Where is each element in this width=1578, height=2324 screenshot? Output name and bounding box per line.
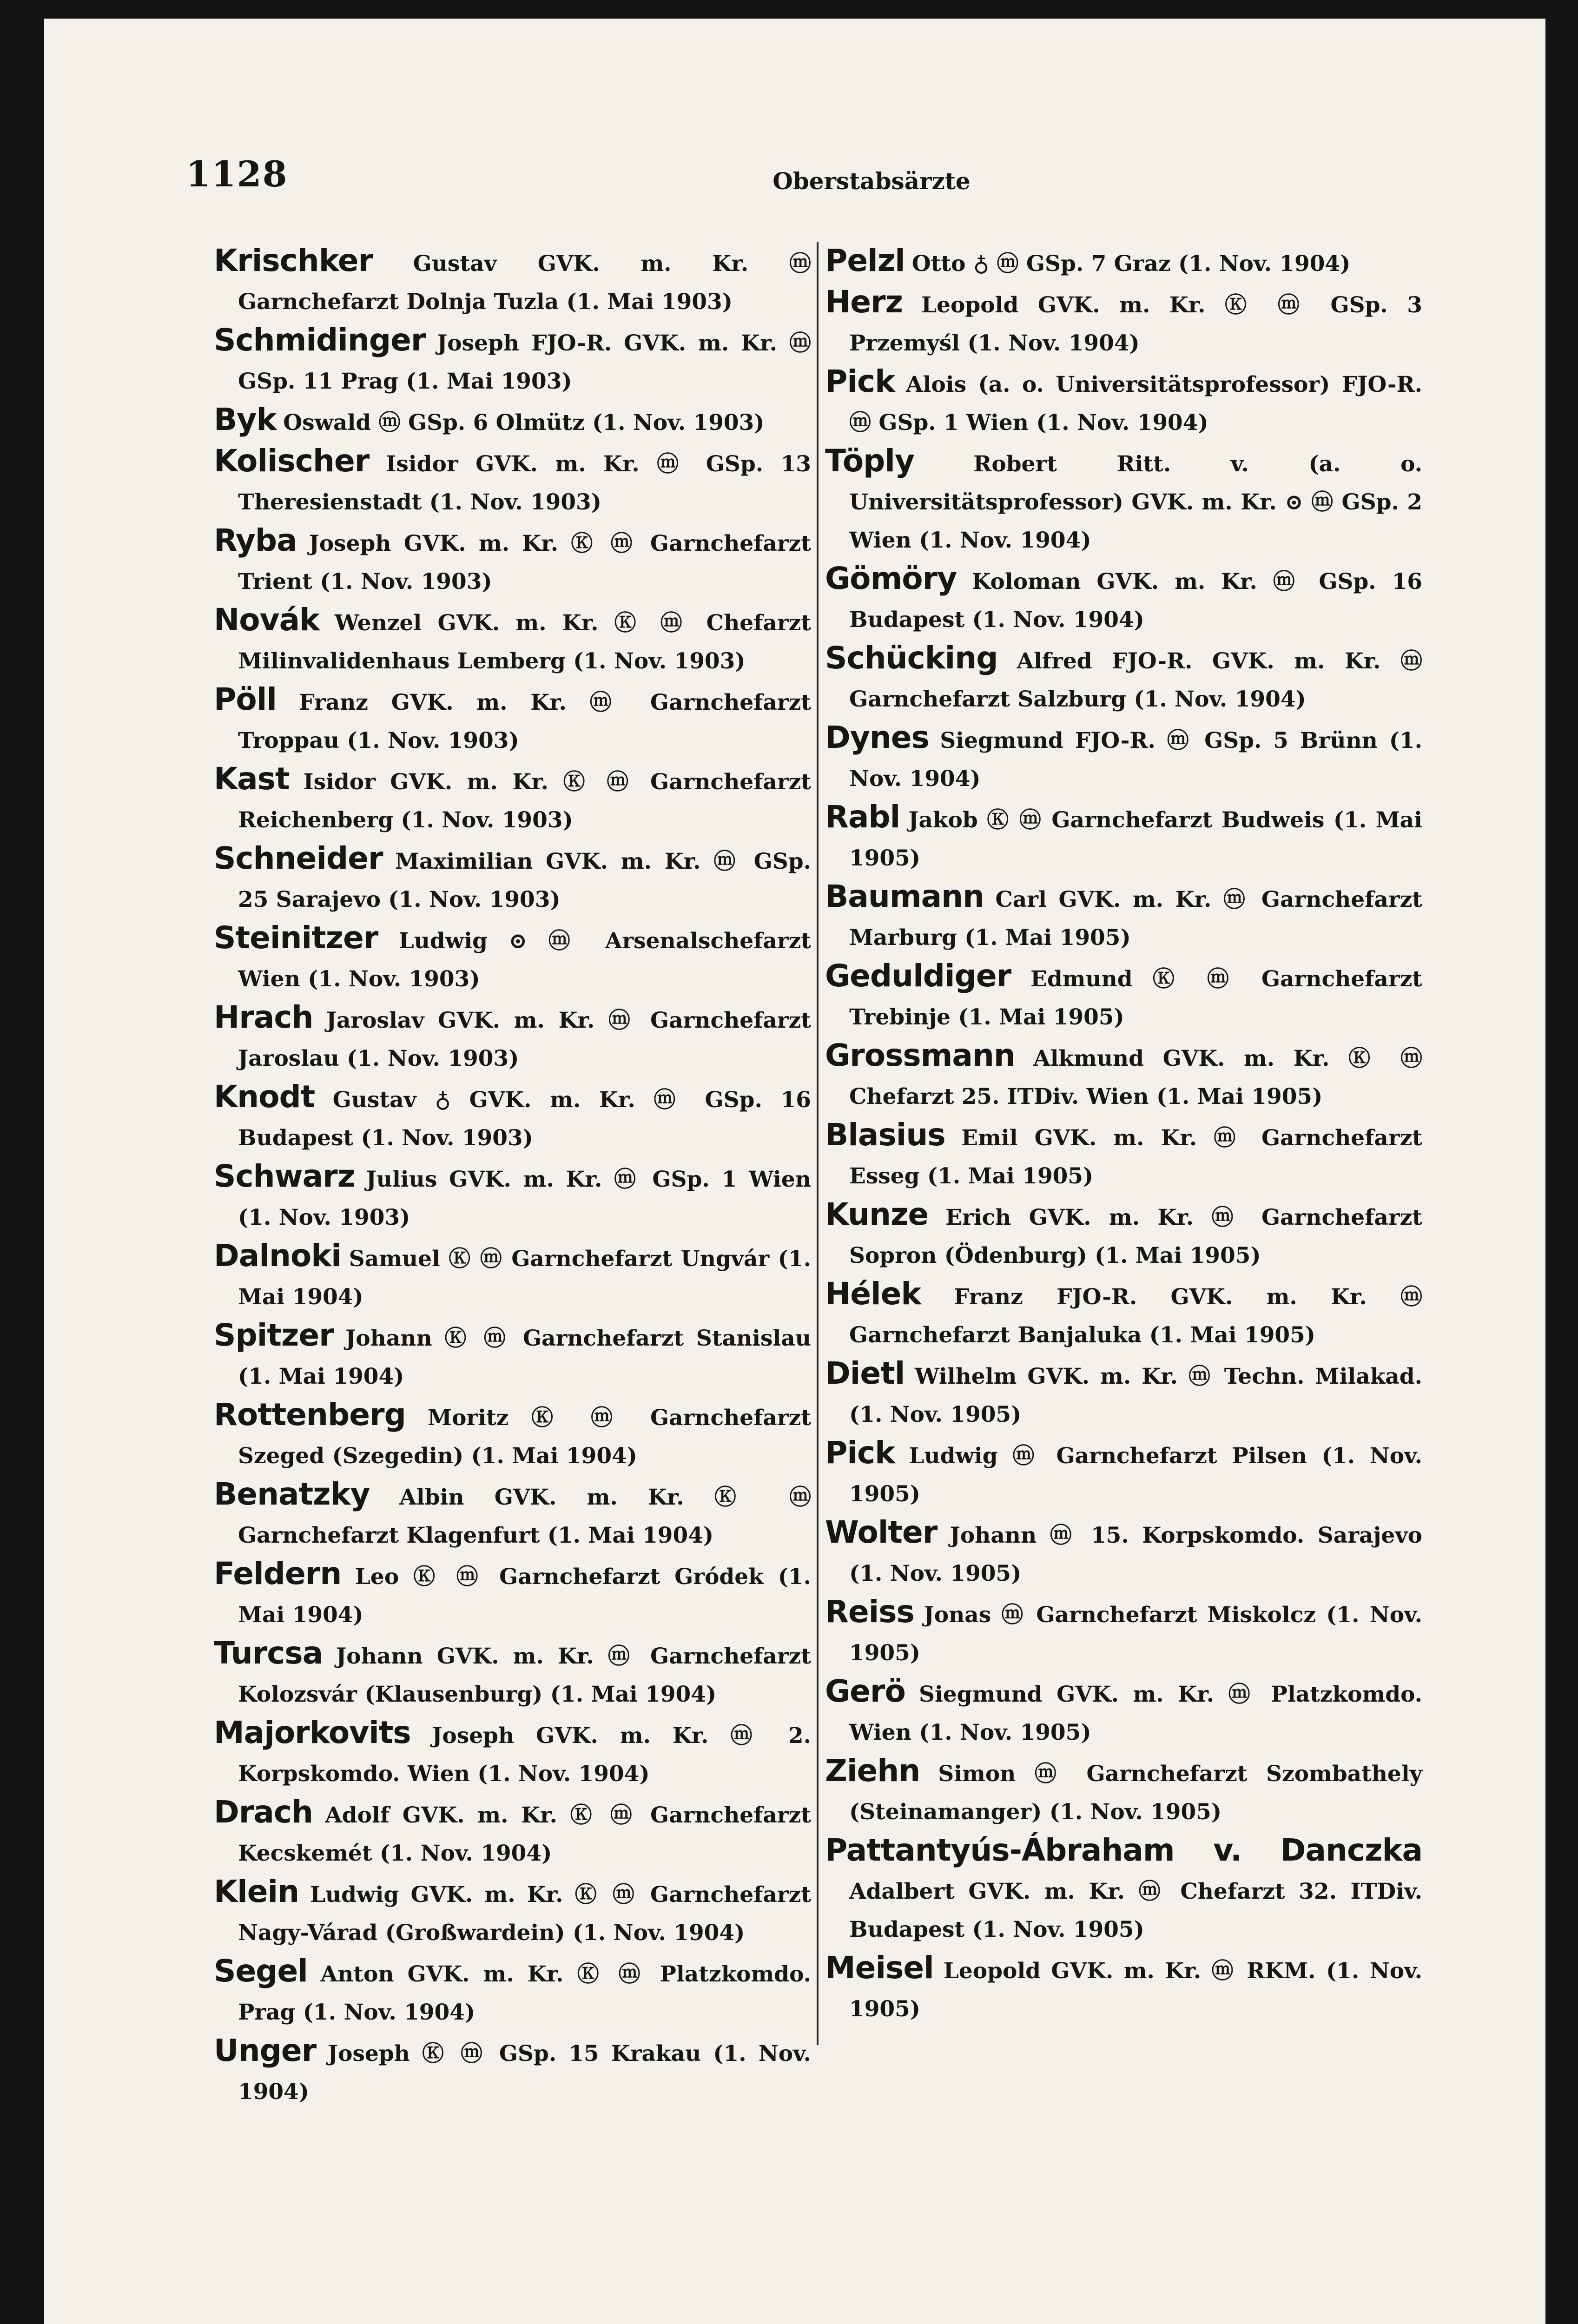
- entry-name: Rottenberg: [214, 1397, 406, 1433]
- list-item: [825, 1513, 1422, 1593]
- list-item: [214, 1952, 811, 2032]
- entry-name: Kast: [214, 761, 290, 797]
- entry-name: Dalnoki: [214, 1238, 341, 1274]
- entry-name: Drach: [214, 1794, 313, 1830]
- list-item: [214, 401, 811, 442]
- entry-details: Robert Ritt. v. (a. o. Universitätsprofessor) GVK. m. Kr. ⊙ ⓜ GSp. 2 Wien (1. Nov. 1904): [849, 451, 1422, 553]
- entry-name: Dietl: [825, 1355, 905, 1391]
- entry-details: Emil GVK. m. Kr. ⓜ Garnchefarzt Esseg (1. Mai 1905): [849, 1125, 1422, 1189]
- entry-name: Majorkovits: [214, 1715, 411, 1750]
- list-item: [214, 1157, 811, 1237]
- entry-name: Blasius: [825, 1117, 945, 1153]
- entry-details: Maximilian GVK. m. Kr. ⓜ GSp. 25 Sarajevo (1. Nov. 1903): [238, 849, 811, 912]
- entry-details: Wilhelm GVK. m. Kr. ⓜ Techn. Milakad. (1. Nov. 1905): [849, 1364, 1422, 1427]
- list-item: [825, 1831, 1422, 1949]
- entry-name: Grossmann: [825, 1037, 1015, 1073]
- entry-name: Pick: [825, 363, 895, 399]
- page-number: 1128: [186, 153, 288, 195]
- entry-details: Jakob Ⓚ ⓜ Garnchefarzt Budweis (1. Mai 1905): [849, 807, 1422, 871]
- list-item: [214, 1316, 811, 1396]
- list-item: [214, 601, 811, 680]
- list-item: [825, 283, 1422, 363]
- entry-details: Isidor GVK. m. Kr. Ⓚ ⓜ Garnchefarzt Reichenberg (1. Nov. 1903): [238, 769, 811, 833]
- entry-name: Gerö: [825, 1673, 905, 1709]
- entry-name: Pick: [825, 1435, 895, 1471]
- entry-details: Erich GVK. m. Kr. ⓜ Garnchefarzt Sopron (Ödenburg) (1. Mai 1905): [849, 1205, 1422, 1268]
- list-item: [825, 719, 1422, 798]
- left-column: [214, 242, 811, 2111]
- entry-name: Meisel: [825, 1950, 934, 1986]
- entry-name: Knodt: [214, 1079, 315, 1115]
- entry-details: Albin GVK. m. Kr. Ⓚ ⓜ Garnchefarzt Klagenfurt (1. Mai 1904): [238, 1485, 811, 1548]
- entry-name: Töply: [825, 443, 915, 479]
- entry-details: Gustav ♁ GVK. m. Kr. ⓜ GSp. 16 Budapest (1. Nov. 1903): [238, 1087, 811, 1151]
- entry-name: Pöll: [214, 681, 277, 717]
- list-item: [825, 639, 1422, 719]
- entry-name: Rabl: [825, 799, 900, 835]
- list-item: [214, 1714, 811, 1793]
- entry-name: Novák: [214, 602, 320, 638]
- entry-name: Schücking: [825, 640, 998, 676]
- entry-details: Joseph Ⓚ ⓜ GSp. 15 Krakau (1. Nov. 1904): [238, 2041, 811, 2105]
- entry-details: Jaroslav GVK. m. Kr. ⓜ Garnchefarzt Jaroslau (1. Nov. 1903): [238, 1008, 811, 1071]
- entry-details: Alois (a. o. Universitätsprofessor) FJO-R. ⓜ GSp. 1 Wien (1. Nov. 1904): [849, 372, 1422, 436]
- list-item: [825, 560, 1422, 639]
- entry-name: Benatzky: [214, 1476, 370, 1512]
- entry-details: Ludwig ⊙ ⓜ Arsenalschefarzt Wien (1. Nov. 1903): [238, 928, 811, 992]
- list-item: [214, 1555, 811, 1634]
- list-item: [214, 1873, 811, 1952]
- entry-details: Anton GVK. m. Kr. Ⓚ ⓜ Platzkomdo. Prag (1. Nov. 1904): [238, 1961, 811, 2025]
- entry-name: Segel: [214, 1953, 308, 1989]
- column-divider: [817, 242, 819, 2045]
- entry-details: Otto ♁ ⓜ GSp. 7 Graz (1. Nov. 1904): [911, 251, 1351, 277]
- list-item: [214, 919, 811, 998]
- list-item: [825, 442, 1422, 560]
- list-item: [825, 1434, 1422, 1513]
- entry-name: Schmidinger: [214, 322, 426, 358]
- list-item: [214, 1793, 811, 1873]
- entry-name: Herz: [825, 284, 903, 320]
- list-item: [214, 1634, 811, 1714]
- list-item: [214, 522, 811, 601]
- entry-details: Johann Ⓚ ⓜ Garnchefarzt Stanislau (1. Mai 1904): [238, 1326, 811, 1389]
- list-item: [825, 1949, 1422, 2028]
- entry-details: Leopold GVK. m. Kr. ⓜ RKM. (1. Nov. 1905): [849, 1958, 1422, 2022]
- entry-details: Carl GVK. m. Kr. ⓜ Garnchefarzt Marburg (1. Mai 1905): [849, 887, 1422, 951]
- entry-details: Ludwig GVK. m. Kr. Ⓚ ⓜ Garnchefarzt Nagy-Várad (Großwardein) (1. Nov. 1904): [238, 1882, 811, 1946]
- entry-details: Franz GVK. m. Kr. ⓜ Garnchefarzt Troppau (1. Nov. 1903): [238, 690, 811, 753]
- entry-details: Leopold GVK. m. Kr. Ⓚ ⓜ GSp. 3 Przemyśl (1. Nov. 1904): [849, 292, 1422, 356]
- list-item: [214, 839, 811, 919]
- entry-name: Baumann: [825, 878, 984, 914]
- entry-details: Johann ⓜ 15. Korpskomdo. Sarajevo (1. Nov. 1905): [849, 1523, 1422, 1586]
- entry-details: Joseph GVK. m. Kr. Ⓚ ⓜ Garnchefarzt Trient (1. Nov. 1903): [238, 531, 811, 594]
- list-item: [214, 242, 811, 321]
- entry-name: Dynes: [825, 720, 929, 755]
- list-item: [214, 1396, 811, 1475]
- entry-name: Pattantyús-Ábraham v. Danczka: [825, 1832, 1422, 1868]
- list-item: [214, 2032, 811, 2111]
- entry-details: Jonas ⓜ Garnchefarzt Miskolcz (1. Nov. 1905): [849, 1602, 1422, 1666]
- list-item: [214, 680, 811, 760]
- entry-details: Samuel Ⓚ ⓜ Garnchefarzt Ungvár (1. Mai 1904): [238, 1246, 811, 1310]
- entry-details: Wenzel GVK. m. Kr. Ⓚ ⓜ Chefarzt Milinvalidenhaus Lemberg (1. Nov. 1903): [238, 610, 811, 674]
- entry-details: Simon ⓜ Garnchefarzt Szombathely (Steinamanger) (1. Nov. 1905): [849, 1761, 1422, 1825]
- entry-name: Schwarz: [214, 1158, 355, 1194]
- entry-name: Pelzl: [825, 243, 905, 278]
- list-item: [214, 998, 811, 1078]
- entry-details: Moritz Ⓚ ⓜ Garnchefarzt Szeged (Szegedin) (1. Mai 1904): [238, 1405, 811, 1469]
- entry-details: Siegmund FJO-R. ⓜ GSp. 5 Brünn (1. Nov. 1904): [849, 728, 1422, 792]
- entry-name: Reiss: [825, 1594, 914, 1630]
- list-item: [825, 798, 1422, 878]
- list-item: [825, 1275, 1422, 1354]
- list-item: [214, 1475, 811, 1555]
- list-item: [825, 878, 1422, 957]
- entry-details: Oswald ⓜ GSp. 6 Olmütz (1. Nov. 1903): [283, 410, 765, 436]
- entry-name: Steinitzer: [214, 920, 378, 956]
- entry-name: Wolter: [825, 1514, 938, 1550]
- list-item: [214, 321, 811, 401]
- list-item: [825, 1752, 1422, 1831]
- entry-name: Byk: [214, 402, 277, 437]
- entry-details: Koloman GVK. m. Kr. ⓜ GSp. 16 Budapest (1. Nov. 1904): [849, 569, 1422, 633]
- entry-details: Leo Ⓚ ⓜ Garnchefarzt Gródek (1. Mai 1904): [238, 1564, 811, 1628]
- entry-name: Gömöry: [825, 561, 957, 596]
- list-item: [214, 760, 811, 839]
- entry-name: Feldern: [214, 1556, 342, 1591]
- list-item: [825, 363, 1422, 442]
- entry-details: Johann GVK. m. Kr. ⓜ Garnchefarzt Kolozsvár (Klausenburg) (1. Mai 1904): [238, 1644, 811, 1707]
- entry-name: Spitzer: [214, 1317, 334, 1353]
- list-item: [825, 957, 1422, 1037]
- list-item: [214, 1237, 811, 1316]
- entry-name: Ziehn: [825, 1753, 920, 1789]
- list-item: [825, 1354, 1422, 1434]
- entry-details: Edmund Ⓚ ⓜ Garnchefarzt Trebinje (1. Mai 1905): [849, 966, 1422, 1030]
- entry-details: Joseph GVK. m. Kr. ⓜ 2. Korpskomdo. Wien (1. Nov. 1904): [238, 1723, 811, 1787]
- entry-name: Turcsa: [214, 1635, 323, 1671]
- entry-name: Kunze: [825, 1196, 929, 1232]
- entry-name: Hélek: [825, 1276, 921, 1312]
- entry-details: Isidor GVK. m. Kr. ⓜ GSp. 13 Theresienstadt (1. Nov. 1903): [238, 451, 811, 515]
- entry-details: Gustav GVK. m. Kr. ⓜ Garnchefarzt Dolnja Tuzla (1. Mai 1903): [238, 251, 811, 315]
- list-item: [825, 1195, 1422, 1275]
- entry-details: Alfred FJO-R. GVK. m. Kr. ⓜ Garnchefarzt Salzburg (1. Nov. 1904): [849, 648, 1422, 712]
- entry-name: Klein: [214, 1874, 299, 1909]
- list-item: [825, 1593, 1422, 1672]
- entry-details: Siegmund GVK. m. Kr. ⓜ Platzkomdo. Wien (1. Nov. 1905): [849, 1682, 1422, 1745]
- entry-details: Alkmund GVK. m. Kr. Ⓚ ⓜ Chefarzt 25. ITDiv. Wien (1. Mai 1905): [849, 1046, 1422, 1109]
- list-item: [214, 442, 811, 522]
- right-column: [825, 242, 1422, 2028]
- list-item: [825, 1672, 1422, 1752]
- entry-name: Geduldiger: [825, 958, 1011, 994]
- entry-name: Hrach: [214, 999, 313, 1035]
- list-item: [825, 1037, 1422, 1116]
- entry-details: Ludwig ⓜ Garnchefarzt Pilsen (1. Nov. 1905): [849, 1443, 1422, 1507]
- entry-name: Schneider: [214, 840, 383, 876]
- entry-details: Adalbert GVK. m. Kr. ⓜ Chefarzt 32. ITDiv. Budapest (1. Nov. 1905): [849, 1879, 1422, 1942]
- entry-name: Krischker: [214, 243, 373, 278]
- entry-name: Ryba: [214, 522, 297, 558]
- page-title: Oberstabsärzte: [772, 167, 971, 195]
- entry-name: Kolischer: [214, 443, 370, 479]
- list-item: [214, 1078, 811, 1157]
- entry-details: Adolf GVK. m. Kr. Ⓚ ⓜ Garnchefarzt Kecskemét (1. Nov. 1904): [238, 1802, 811, 1866]
- document-page: [44, 19, 1545, 2324]
- list-item: [825, 1116, 1422, 1195]
- entry-details: Julius GVK. m. Kr. ⓜ GSp. 1 Wien (1. Nov. 1903): [238, 1167, 811, 1230]
- list-item: [825, 242, 1422, 283]
- entry-name: Unger: [214, 2033, 317, 2068]
- entry-details: Franz FJO-R. GVK. m. Kr. ⓜ Garnchefarzt Banjaluka (1. Mai 1905): [849, 1284, 1422, 1348]
- entry-details: Joseph FJO-R. GVK. m. Kr. ⓜ GSp. 11 Prag (1. Mai 1903): [238, 330, 811, 394]
